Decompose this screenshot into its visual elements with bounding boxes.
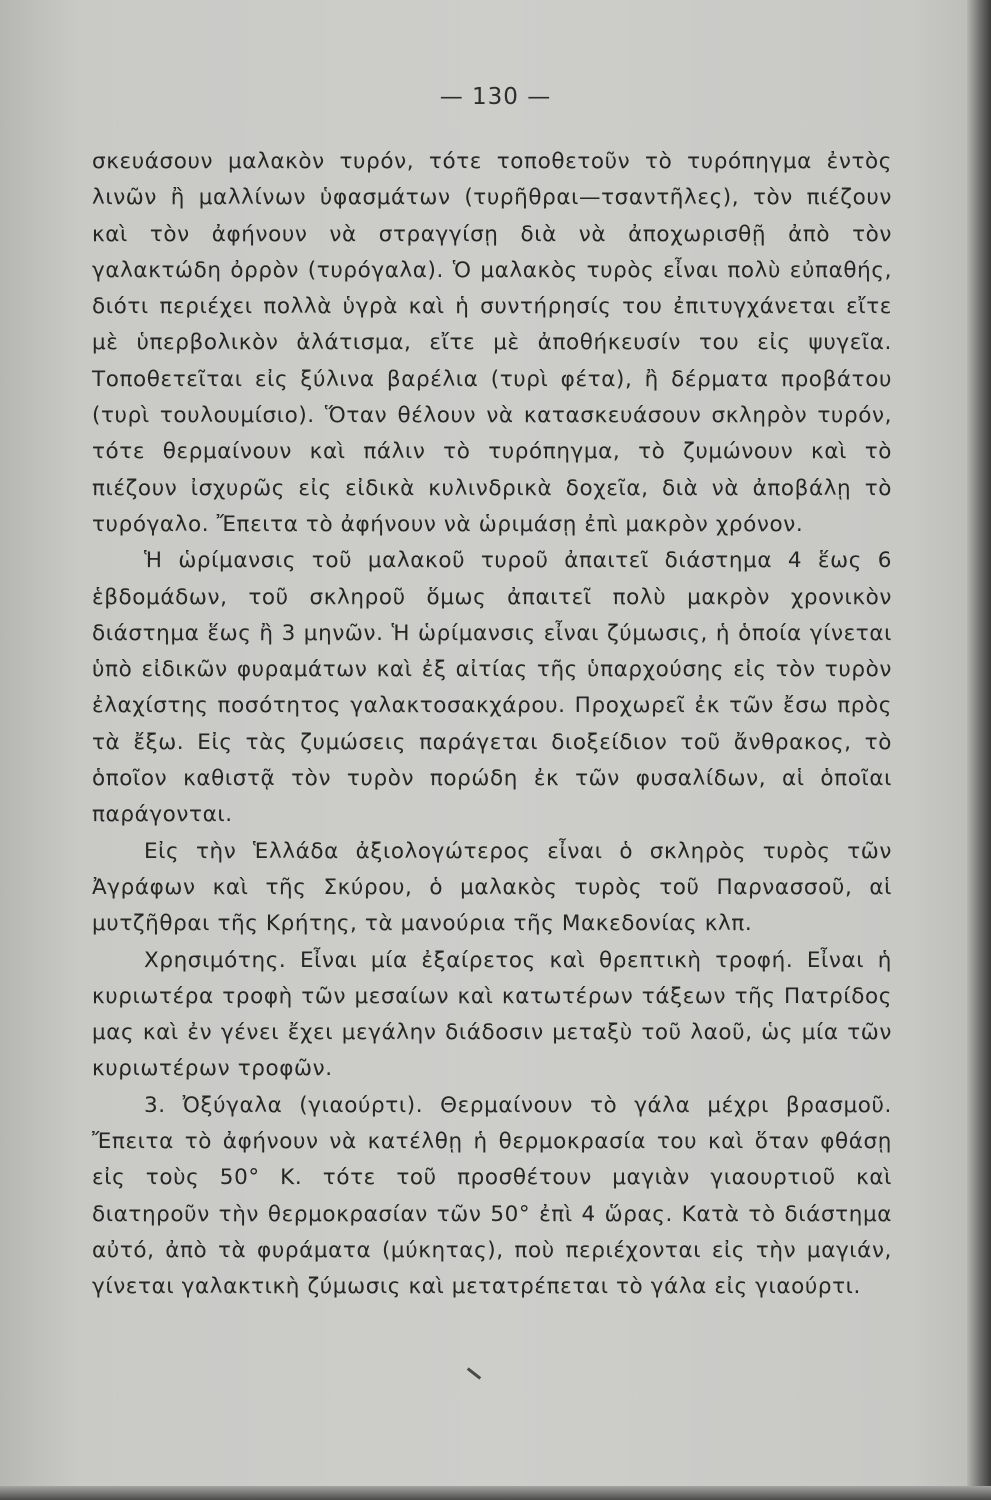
page-number: — 130 —	[439, 84, 552, 110]
paragraph-soft-cheese-preparation: σκευάσουν μαλακὸν τυρόν, τότε τοποθετοῦν τὸ τυρόπηγμα ἐντὸς λινῶν ἢ μαλλίνων ὑφασμάτων (τυρῆθραι—τσαντῆλες), τὸν πιέζουν καὶ τὸν ἀφήνουν νὰ στραγγίσῃ διὰ νὰ ἀποχωρισθῇ ἀπὸ τὸν γαλακτώδη ὀρρὸν (τυρόγαλα). Ὁ μαλακὸς τυρὸς εἶναι πολὺ εὐπαθής, διότι περιέχει πολλὰ ὑγρὰ καὶ ἡ συντήρησίς του ἐπιτυγχάνεται εἴτε μὲ ὑπερβολικὸν ἁλάτισμα, εἴτε μὲ ἀποθήκευσίν του εἰς ψυγεῖα. Τοποθετεῖται εἰς ξύλινα βαρέλια (τυρὶ φέτα), ἢ δέρματα προβάτου (τυρὶ τουλουμίσιο). Ὅταν θέλουν νὰ κατασκευάσουν σκληρὸν τυρόν, τότε θερμαίνουν καὶ πάλιν τὸ τυρόπηγμα, τὸ ζυμώνουν καὶ τὸ πιέζουν ἰσχυρῶς εἰς εἰδικὰ κυλινδρικὰ δοχεῖα, διὰ νὰ ἀποβάλῃ τὸ τυρόγαλο. Ἔπειτα τὸ ἀφήνουν νὰ ὡριμάσῃ ἐπὶ μακρὸν χρόνον.	[92, 149, 892, 537]
page-edge-right	[967, 0, 991, 1500]
paragraph-yogurt: 3. Ὀξύγαλα (γιαούρτι). Θερμαίνουν τὸ γάλα μέχρι βρασμοῦ. Ἔπειτα τὸ ἀφήνουν νὰ κατέλθῃ ἡ θερμοκρασία του καὶ ὅταν φθάσῃ εἰς τοὺς 50° Κ. τότε τοῦ προσθέτουν μαγιὰν γιαουρτιοῦ καὶ διατηροῦν τὴν θερμοκρασίαν τῶν 50° ἐπὶ 4 ὥρας. Κατὰ τὸ διάστημα αὐτό, ἀπὸ τὰ φυράματα (μύκητας), ποὺ περιέχονται εἰς τὴν μαγιάν, γίνεται γαλακτικὴ ζύμωσις καὶ μετατρέπεται τὸ γάλα εἰς γιαούρτι.	[92, 1092, 892, 1300]
paragraph-usefulness: Χρησιμότης. Εἶναι μία ἐξαίρετος καὶ θρεπτικὴ τροφή. Εἶναι ἡ κυριωτέρα τροφὴ τῶν μεσαίων καὶ κατωτέρων τάξεων τῆς Πατρίδος μας καὶ ἐν γένει ἔχει μεγάλην διάδοσιν μεταξὺ τοῦ λαοῦ, ὡς μία τῶν κυριωτέρων τροφῶν.	[92, 947, 892, 1082]
ink-mark	[467, 1367, 481, 1379]
page-edge-bottom	[0, 1486, 991, 1500]
paragraph-greek-cheeses: Εἰς τὴν Ἑλλάδα ἀξιολογώτερος εἶναι ὁ σκληρὸς τυρὸς τῶν Ἀγράφων καὶ τῆς Σκύρου, ὁ μαλακὸς τυρὸς τοῦ Παρνασσοῦ, αἱ μυτζῆθραι τῆς Κρήτης, τὰ μανούρια τῆς Μακεδονίας κλπ.	[92, 838, 892, 937]
body-text	[92, 144, 892, 1306]
paragraph-cheese-ripening: Ἡ ὡρίμανσις τοῦ μαλακοῦ τυροῦ ἀπαιτεῖ διάστημα 4 ἕως 6 ἑβδομάδων, τοῦ σκληροῦ ὅμως ἀπαιτεῖ πολὺ μακρὸν χρονικὸν διάστημα ἕως ἢ 3 μηνῶν. Ἡ ὡρίμανσις εἶναι ζύμωσις, ἡ ὁποία γίνεται ὑπὸ εἰδικῶν φυραμάτων καὶ ἐξ αἰτίας τῆς ὑπαρχούσης εἰς τὸν τυρὸν ἐλαχίστης ποσότητος γαλακτοσακχάρου. Προχωρεῖ ἐκ τῶν ἔσω πρὸς τὰ ἔξω. Εἰς τὰς ζυμώσεις παράγεται διοξείδιον τοῦ ἄνθρακος, τὸ ὁποῖον καθιστᾷ τὸν τυρὸν πορώδη ἐκ τῶν φυσαλίδων, αἱ ὁποῖαι παράγονται.	[92, 548, 892, 828]
